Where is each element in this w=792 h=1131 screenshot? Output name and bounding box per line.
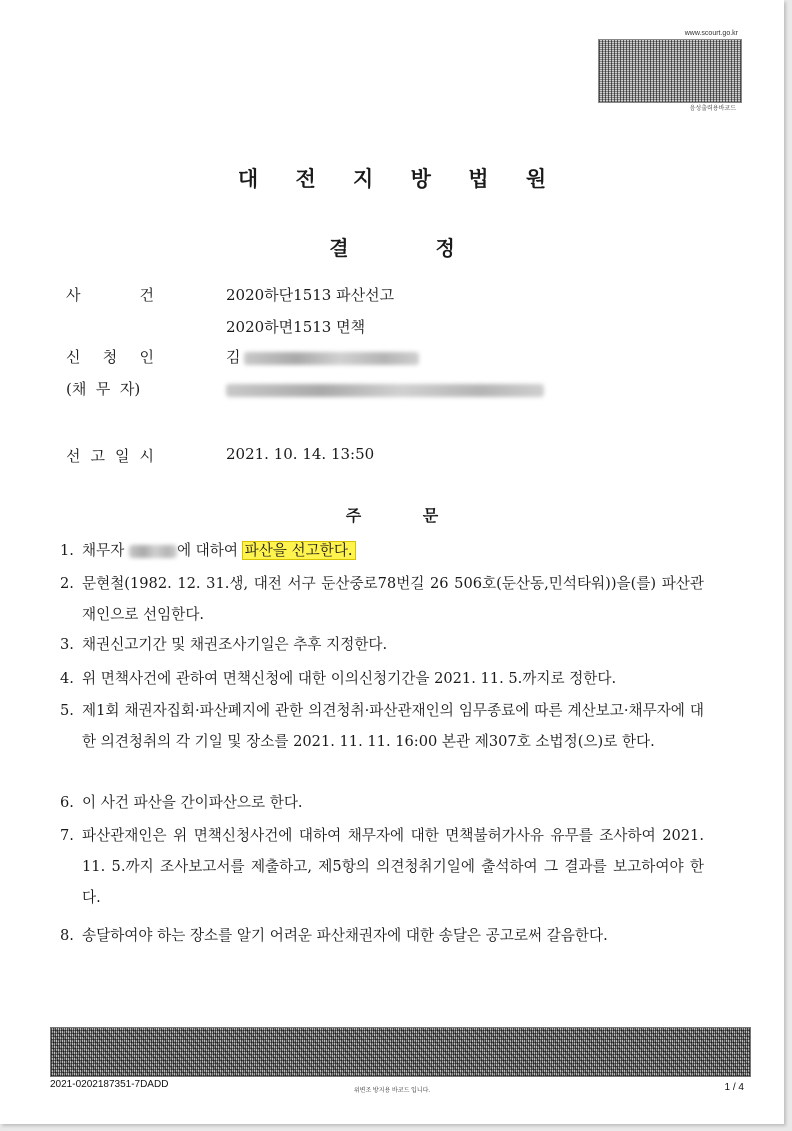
declaration-datetime: 2021. 10. 14. 13:50 xyxy=(226,445,375,463)
redacted-text xyxy=(226,384,544,397)
case-number-bankruptcy: 2020하단1513 파산선고 xyxy=(226,286,395,304)
court-name: 대 전 지 방 법 원 xyxy=(237,167,562,191)
barcode-image xyxy=(598,39,742,103)
section-title: 주 문 xyxy=(345,506,439,525)
highlighted-text: 파산을 선고한다. xyxy=(244,542,353,559)
debtor-address xyxy=(226,380,544,398)
voice-barcode xyxy=(598,30,740,112)
document-type: 결 정 xyxy=(329,236,455,260)
applicant-label: 신 청 인 xyxy=(66,348,154,366)
page-number: 1 / 4 xyxy=(724,1082,744,1093)
redacted-text xyxy=(244,352,419,365)
redacted-text xyxy=(129,545,177,558)
barcode-caption: 음성출력용바코드 xyxy=(689,106,736,112)
court-url: www.scourt.go.kr xyxy=(684,30,738,37)
anti-forgery-barcode xyxy=(50,1027,751,1077)
barcode-note: 위변조 방지용 바코드 입니다. xyxy=(353,1088,431,1094)
debtor-label: (채 무 자) xyxy=(66,380,141,398)
date-label: 선 고 일 시 xyxy=(66,447,154,465)
document-code: 2021-0202187351-7DADD xyxy=(50,1079,169,1090)
case-number-discharge: 2020하면1513 면책 xyxy=(226,318,366,336)
applicant-value: 김 xyxy=(226,346,419,367)
document-page: www.scourt.go.kr 음성출력용바코드 대 전 지 방 법 원 결 정 사 건 2020하단1513 파산선고 2020하면1513 면책 신 청 인 김 (채 무 자) 선 고 일 시 2021. 10. 14. 13:50 주 문 1. 채무자 에 대하여 파산을 선고한다. 2. 문현철(1982. 12. 31.생, 대전 서구 둔산중로78번길 26 506호(둔산동,민석타워))을(를) 파산관재인으로 선임한다. 3. 채권신고기간 및 채권조사기일은 추후 지정한다. 4. 위 면책사건에 관하여 면책신청에 대한 이의신청기간을 2021. 11. 5.까지로 정한다. 5. 제1회 채권자집회·파산폐지에 관한 의견청취·파산관재인의 임무종료에 따른 계산보고·채무자에 대한 의견청취의 각 기일 및 장소를 2021. 11. 11. 16:00 본관 제307호 소법정(으)로 한다. 6. 이 사건 파산을 간이파산으로 한다. 7. 파산관재인은 위 면책신청사건에 대하여 채무자에 대한 면책불허가사유 유무를 조사하여 2021. 11. 5.까지 조사보고서를 제출하고, 제5항의 의견청취기일에 출석하여 그 결과를 보고하여야 한다. 8. 송달하여야 하는 장소를 알기 어려운 파산채권자에 대한 송달은 공고로써 갈음한다. 2021-0202187351-7DADD 위변조 방지용 바코드 입니다. 1 / 4 xyxy=(0,0,784,1124)
case-label: 사 건 xyxy=(66,286,154,304)
